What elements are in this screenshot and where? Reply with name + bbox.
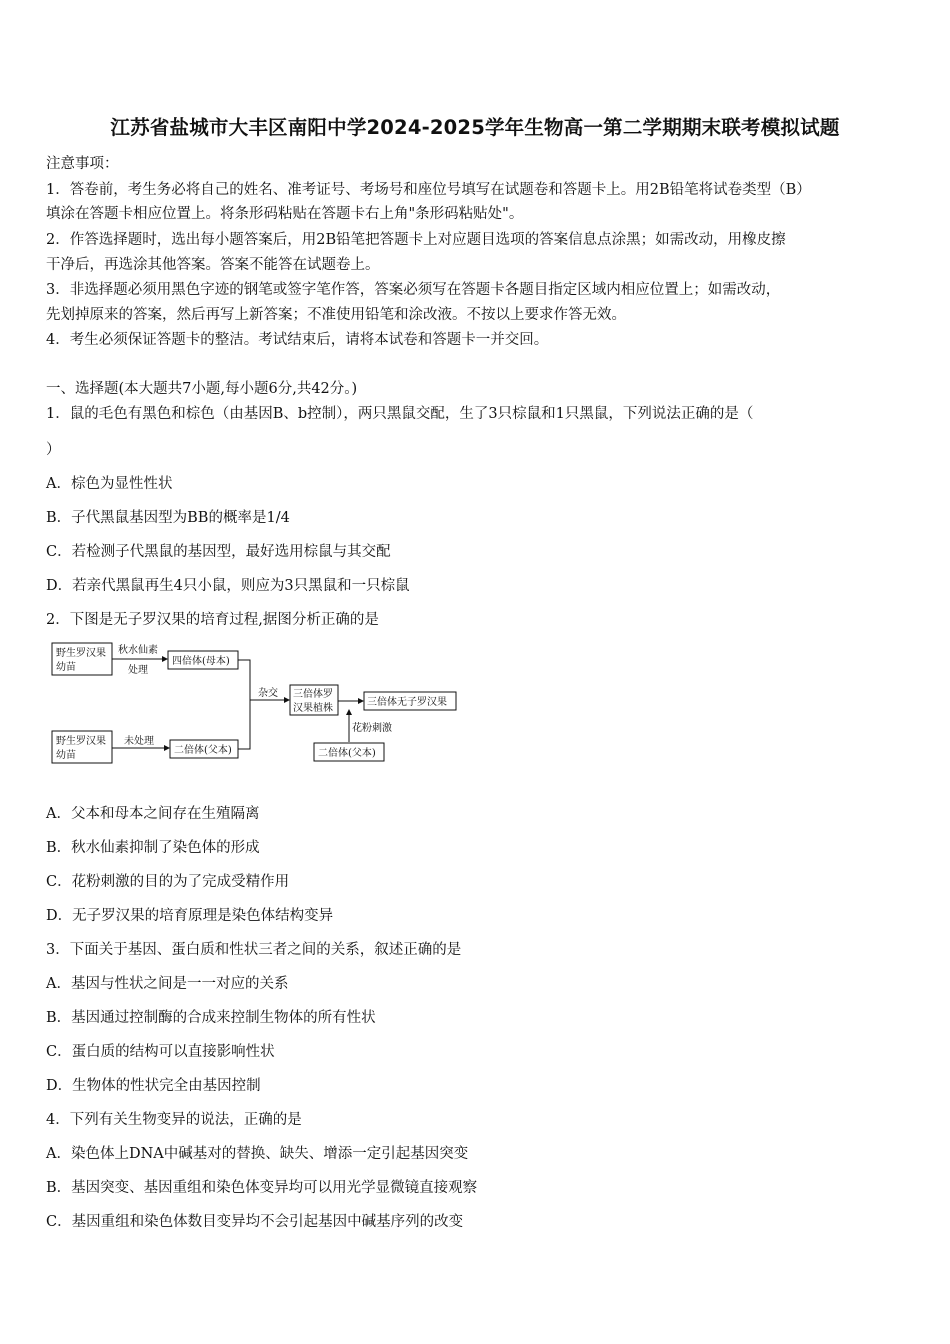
question-4-stem: 4．下列有关生物变异的说法，正确的是	[46, 1112, 302, 1128]
q3-option-d: D．生物体的性状完全由基因控制	[46, 1078, 261, 1094]
q3-option-b: B．基因通过控制酶的合成来控制生物体的所有性状	[46, 1010, 376, 1026]
question-3-stem: 3．下面关于基因、蛋白质和性状三者之间的关系，叙述正确的是	[46, 942, 462, 958]
wild-seedling-label-1: 野生罗汉果	[56, 648, 106, 659]
notice-line: 2．作答选择题时，选出每小题答案后，用2B铅笔把答题卡上对应题目选项的答案信息点涂黑；如需改动，用橡皮擦	[46, 232, 786, 248]
breeding-diagram	[46, 636, 466, 770]
pollen-stimulation-label: 花粉刺激	[352, 723, 392, 734]
notice-line: 干净后，再选涂其他答案。答案不能答在试题卷上。	[46, 257, 380, 273]
q3-option-c: C．蛋白质的结构可以直接影响性状	[46, 1044, 275, 1060]
wild-seedling-label-2: 野生罗汉果	[56, 736, 106, 747]
q1-option-c: C．若检测子代黑鼠的基因型，最好选用棕鼠与其交配	[46, 544, 391, 560]
wild-seedling-label-2b: 幼苗	[56, 750, 76, 761]
question-2-stem: 2．下图是无子罗汉果的培育过程,据图分析正确的是	[46, 612, 379, 628]
seedless-fruit-label: 三倍体无子罗汉果	[367, 697, 447, 708]
diploid-male-label-2: 二倍体(父本)	[318, 748, 376, 759]
q1-option-a: A．棕色为显性性状	[46, 476, 173, 492]
q3-option-a: A．基因与性状之间是一一对应的关系	[46, 976, 289, 992]
untreated-label: 未处理	[124, 736, 154, 747]
question-1-stem: 1．鼠的毛色有黑色和棕色（由基因B、b控制），两只黑鼠交配，生了3只棕鼠和1只黑鼠，下列说法正确的是（	[46, 406, 754, 422]
cross-label: 杂交	[258, 688, 278, 699]
q4-option-b: B．基因突变、基因重组和染色体变异均可以用光学显微镜直接观察	[46, 1180, 478, 1196]
q4-option-c: C．基因重组和染色体数目变异均不会引起基因中碱基序列的改变	[46, 1214, 464, 1230]
q1-option-d: D．若亲代黑鼠再生4只小鼠，则应为3只黑鼠和一只棕鼠	[46, 578, 410, 594]
notice-line: 填涂在答题卡相应位置上。将条形码粘贴在答题卡右上角"条形码粘贴处"。	[46, 206, 524, 222]
notice-heading: 注意事项：	[46, 156, 119, 172]
tetraploid-label: 四倍体(母本)	[172, 656, 230, 667]
q4-option-a: A．染色体上DNA中碱基对的替换、缺失、增添一定引起基因突变	[46, 1146, 469, 1162]
q2-option-b: B．秋水仙素抑制了染色体的形成	[46, 840, 260, 856]
wild-seedling-label-1b: 幼苗	[56, 662, 76, 673]
notice-line: 1．答卷前，考生务必将自己的姓名、准考证号、考场号和座位号填写在试题卷和答题卡上。用2B铅笔将试卷类型（B）	[46, 182, 811, 198]
q1-option-b: B．子代黑鼠基因型为BB的概率是1/4	[46, 510, 290, 526]
triploid-plant-label-b: 汉果植株	[293, 703, 333, 714]
notice-line: 先划掉原来的答案，然后再写上新答案；不准使用铅笔和涂改液。不按以上要求作答无效。	[46, 307, 626, 323]
notice-line: 3．非选择题必须用黑色字迹的钢笔或签字笔作答，答案必须写在答题卡各题目指定区域内相应位置上；如需改动，	[46, 282, 781, 298]
triploid-plant-label: 三倍体罗	[293, 689, 333, 700]
question-1-stem-cont: ）	[46, 442, 61, 458]
notice-line: 4．考生必须保证答题卡的整洁。考试结束后，请将本试卷和答题卡一并交回。	[46, 332, 549, 348]
colchicine-label-b: 处理	[128, 665, 148, 676]
colchicine-label: 秋水仙素	[118, 645, 158, 656]
q2-option-d: D．无子罗汉果的培育原理是染色体结构变异	[46, 908, 334, 924]
page-title: 江苏省盐城市大丰区南阳中学2024-2025学年生物高一第二学期期末联考模拟试题	[110, 116, 840, 139]
diploid-male-label-1: 二倍体(父本)	[174, 745, 232, 756]
q2-option-a: A．父本和母本之间存在生殖隔离	[46, 806, 260, 822]
q2-option-c: C．花粉刺激的目的为了完成受精作用	[46, 874, 290, 890]
section-heading: 一、选择题(本大题共7小题,每小题6分,共42分。)	[46, 381, 358, 397]
